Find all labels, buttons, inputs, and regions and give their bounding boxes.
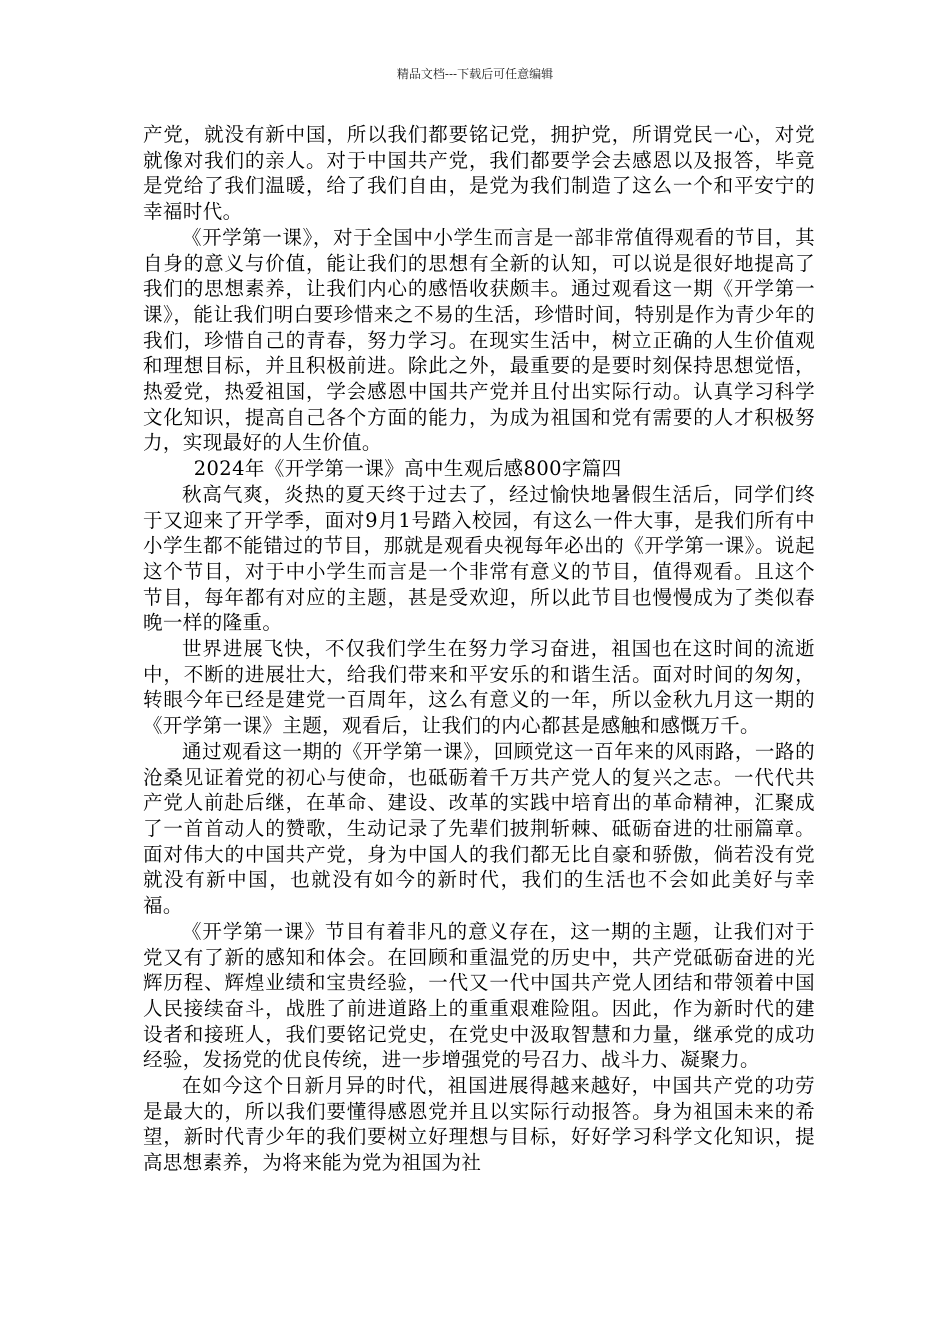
paragraph: 《开学第一课》，对于全国中小学生而言是一部非常值得观看的节目，其自身的意义与价值，能让我们的思想有全新的认知，可以说是很好地提高了我们的思想素养，让我们内心的感悟收获颇丰。通过观看这一期《开学第一课》，能让我们明白要珍惜来之不易的生活，珍惜时间，特别是作为青少年的我们，珍惜自己的青春，努力学习。在现实生活中，树立正确的人生价值观和理想目标，并且积极前进。除此之外，最重要的是要时刻保持思想觉悟，热爱党，热爱祖国，学会感恩中国共产党并且付出实际行动。认真学习科学文化知识，提高自己各个方面的能力，为成为祖国和党有需要的人才积极努力，实现最好的人生价值。 [143,225,815,455]
paragraph: 秋高气爽，炎热的夏天终于过去了，经过愉快地暑假生活后，同学们终于又迎来了开学季，面对9月1号踏入校园，有这么一件大事，是我们所有中小学生都不能错过的节目，那就是观看央视每年必出的《开学第一课》。说起这个节目，对于中小学生而言是一个非常有意义的节目，值得观看。且这个节目，每年都有对应的主题，甚是受欢迎，所以此节目也慢慢成为了类似春晚一样的隆重。 [143,482,815,635]
page-header: 精品文档---下载后可任意编辑 [396,67,554,81]
paragraph: 世界进展飞快，不仅我们学生在努力学习奋进，祖国也在这时间的流逝中，不断的进展壮大，给我们带来和平安乐的和谐生活。面对时间的匆匆，转眼今年已经是建党一百周年，这么有意义的一年，所以金秋九月这一期的《开学第一课》主题，观看后，让我们的内心都甚是感触和感慨万千。 [143,637,815,738]
paragraph: 在如今这个日新月异的时代，祖国进展得越来越好，中国共产党的功劳是最大的，所以我们要懂得感恩党并且以实际行动报答。身为祖国未来的希望，新时代青少年的我们要树立好理想与目标，好好学习科学文化知识，提高思想素养，为将来能为党为祖国为社 [143,1074,815,1175]
section-heading: 2024年《开学第一课》高中生观后感800字篇四 [193,457,622,481]
document-body [143,122,815,1176]
paragraph: 《开学第一课》节目有着非凡的意义存在，这一期的主题，让我们对于党又有了新的感知和体会。在回顾和重温党的历史中，共产党砥砺奋进的光辉历程、辉煌业绩和宝贵经验，一代又一代中国共产党人团结和带领着中国人民接续奋斗，战胜了前进道路上的重重艰难险阻。因此，作为新时代的建设者和接班人，我们要铭记党史，在党史中汲取智慧和力量，继承党的成功经验，发扬党的优良传统，进一步增强党的号召力、战斗力、凝聚力。 [143,919,815,1072]
paragraph-continuation: 产党，就没有新中国，所以我们都要铭记党，拥护党，所谓党民一心，对党就像对我们的亲人。对于中国共产党，我们都要学会去感恩以及报答，毕竟是党给了我们温暖，给了我们自由，是党为我们制造了这么一个和平安宁的幸福时代。 [143,123,815,224]
paragraph: 通过观看这一期的《开学第一课》，回顾党这一百年来的风雨路，一路的沧桑见证着党的初心与使命，也砥砺着千万共产党人的复兴之志。一代代共产党人前赴后继，在革命、建设、改革的实践中培育出的革命精神，汇聚成了一首首动人的赞歌，生动记录了先辈们披荆斩棘、砥砺奋进的壮丽篇章。面对伟大的中国共产党，身为中国人的我们都无比自豪和骄傲，倘若没有党就没有新中国，也就没有如今的新时代，我们的生活也不会如此美好与幸福。 [143,739,815,918]
